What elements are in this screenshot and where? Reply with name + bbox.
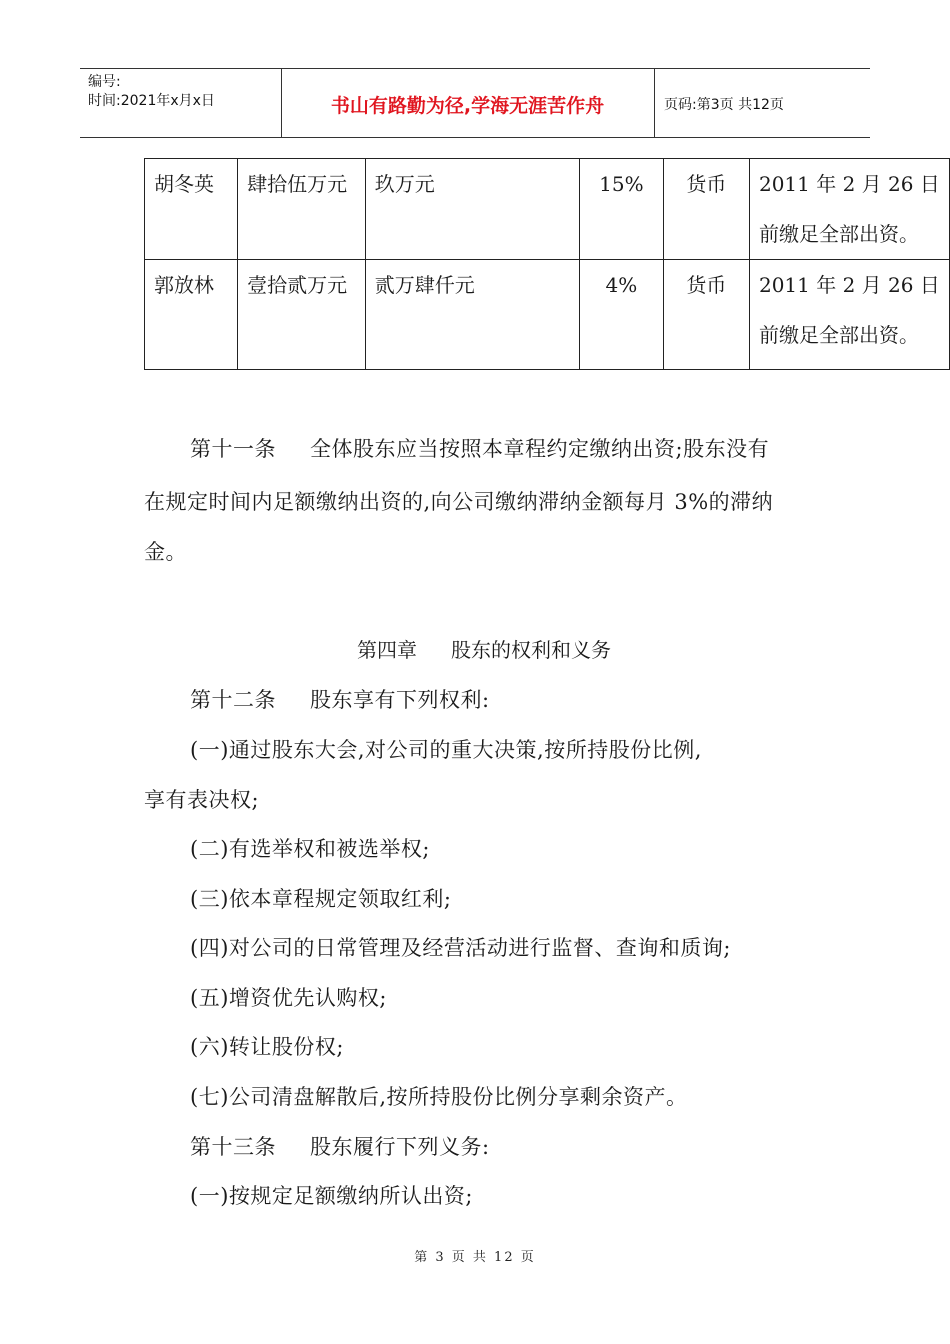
deadline-cell (749, 260, 949, 370)
list-item: (四)对公司的日常管理及经营活动进行监督、查询和质询; (190, 936, 731, 960)
paid-capital: 玖万元 (365, 159, 579, 260)
contribution-form: 货币 (663, 159, 749, 260)
shareholder-name: 郭放林 (145, 260, 238, 370)
header-meta (88, 73, 215, 111)
list-item: (六)转让股份权; (190, 1035, 344, 1059)
article-12-heading (190, 684, 490, 714)
shareholder-name: 胡冬英 (145, 159, 238, 260)
header-page-info: 页码:第3页 共12页 (664, 97, 784, 113)
chapter-title: 股东的权利和义务 (451, 638, 611, 662)
subscribed-capital: 壹拾贰万元 (238, 260, 366, 370)
deadline-date: 2011 年 2 月 26 日 (758, 273, 940, 297)
list-item: (一)通过股东大会,对公司的重大决策,按所持股份比例, (190, 738, 702, 762)
article-11-line-3: 金。 (144, 540, 187, 564)
shareholder-table (144, 158, 950, 370)
page-footer: 第 3 页 共 12 页 (414, 1250, 536, 1265)
table-row (145, 159, 950, 260)
article-text: 股东履行下列义务: (310, 1135, 490, 1159)
paid-capital: 贰万肆仟元 (365, 260, 579, 370)
deadline-cell (749, 159, 949, 260)
document-time: 时间:2021年x月x日 (88, 93, 215, 109)
list-item: (一)按规定足额缴纳所认出资; (190, 1184, 473, 1208)
article-11-line-1 (190, 433, 769, 463)
share-ratio: 15% (580, 159, 664, 260)
article-label: 第十三条 (190, 1135, 276, 1159)
contribution-form: 货币 (663, 260, 749, 370)
article-text: 全体股东应当按照本章程约定缴纳出资;股东没有 (310, 437, 770, 461)
chapter-heading (357, 634, 611, 663)
table-row (145, 260, 950, 370)
chapter-label: 第四章 (357, 638, 417, 662)
deadline-date: 2011 年 2 月 26 日 (758, 172, 940, 196)
article-text: 股东享有下列权利: (310, 688, 490, 712)
document-number-label: 编号: (88, 74, 121, 90)
subscribed-capital: 肆拾伍万元 (238, 159, 366, 260)
article-label: 第十二条 (190, 688, 276, 712)
list-item-continuation: 享有表决权; (144, 788, 260, 812)
header-motto: 书山有路勤为径,学海无涯苦作舟 (330, 95, 605, 117)
deadline-note: 前缴足全部出资。 (758, 222, 919, 246)
share-ratio: 4% (580, 260, 664, 370)
list-item: (七)公司清盘解散后,按所持股份比例分享剩余资产。 (190, 1085, 688, 1109)
article-11-line-2: 在规定时间内足额缴纳出资的,向公司缴纳滞纳金额每月 3%的滞纳 (144, 490, 774, 514)
header-divider (654, 69, 655, 137)
page-header (80, 68, 870, 138)
article-13-heading (190, 1131, 490, 1161)
deadline-note: 前缴足全部出资。 (758, 323, 919, 347)
list-item: (五)增资优先认购权; (190, 986, 387, 1010)
list-item: (二)有选举权和被选举权; (190, 837, 430, 861)
list-item: (三)依本章程规定领取红利; (190, 887, 452, 911)
article-label: 第十一条 (190, 437, 276, 461)
